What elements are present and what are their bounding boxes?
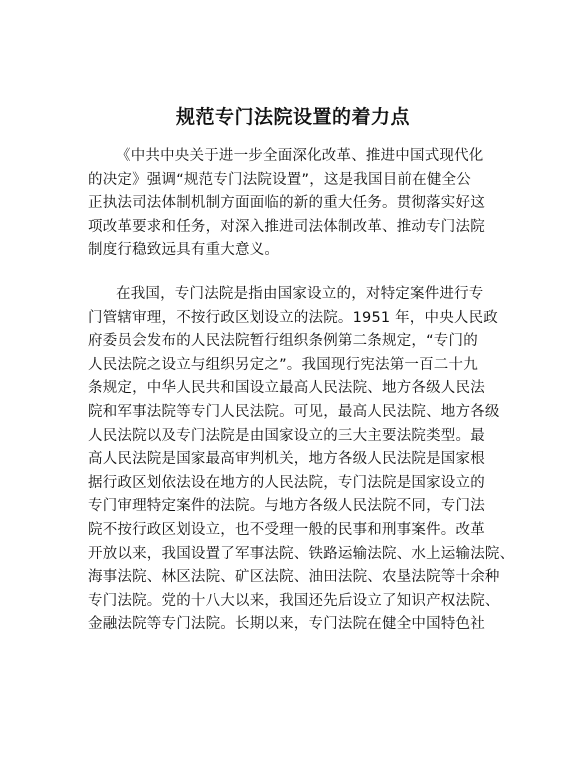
document-title: 规范专门法院设置的着力点 [175, 106, 410, 128]
paragraph-line: 专门审理特定案件的法院。与地方各级人民法院不同，专门法 [88, 498, 485, 515]
paragraph-line: 在我国，专门法院是指由国家设立的，对特定案件进行专 [116, 286, 484, 302]
paragraph-line: 的决定》强调“规范专门法院设置”，这是我国目前在健全公 [88, 171, 471, 188]
paragraph-line: 高人民法院是国家最高审判机关，地方各级人民法院是国家根 [88, 451, 485, 468]
paragraph-line: 门管辖审理，不按行政区划设立的法院。1951 年，中央人民政 [88, 309, 499, 326]
paragraph-line: 院和军事法院等专门人民法院。可见，最高人民法院、地方各级 [88, 403, 500, 420]
paragraph-line: 条规定，中华人民共和国设立最高人民法院、地方各级人民法 [88, 380, 485, 397]
paragraph-line: 专门法院。党的十八大以来，我国还先后设立了知识产权法院、 [88, 592, 500, 609]
paragraph-line: 制度行稳致远具有重大意义。 [88, 242, 280, 259]
paragraph-line: 项改革要求和任务，对深入推进司法体制改革、推动专门法院 [88, 218, 485, 235]
paragraph-line: 府委员会发布的人民法院暂行组织条例第二条规定，“专门的 [88, 333, 478, 350]
paragraph-line: 海事法院、林区法院、矿区法院、油田法院、农垦法院等十余种 [88, 569, 500, 586]
paragraph-line: 人民法院之设立与组织另定之”。我国现行宪法第一百二十九 [88, 356, 478, 373]
paragraph-line: 人民法院以及专门法院是由国家设立的三大主要法院类型。最 [88, 427, 485, 444]
paragraph-2 [88, 283, 515, 637]
paragraph-line: 院不按行政区划设立，也不受理一般的民事和刑事案件。改革 [88, 521, 485, 538]
paragraph-line: 据行政区划依法设在地方的人民法院，专门法院是国家设立的 [88, 474, 485, 491]
paragraph-line: 开放以来，我国设置了军事法院、铁路运输法院、水上运输法院、 [88, 545, 515, 562]
paragraph-line: 正执法司法体制机制方面面临的新的重大任务。贯彻落实好这 [88, 195, 485, 212]
paragraph-line: 《中共中央关于进一步全面深化改革、推进中国式现代化 [116, 148, 484, 164]
paragraph-1 [88, 145, 508, 263]
paragraph-line: 金融法院等专门法院。长期以来，专门法院在健全中国特色社 [88, 616, 485, 633]
